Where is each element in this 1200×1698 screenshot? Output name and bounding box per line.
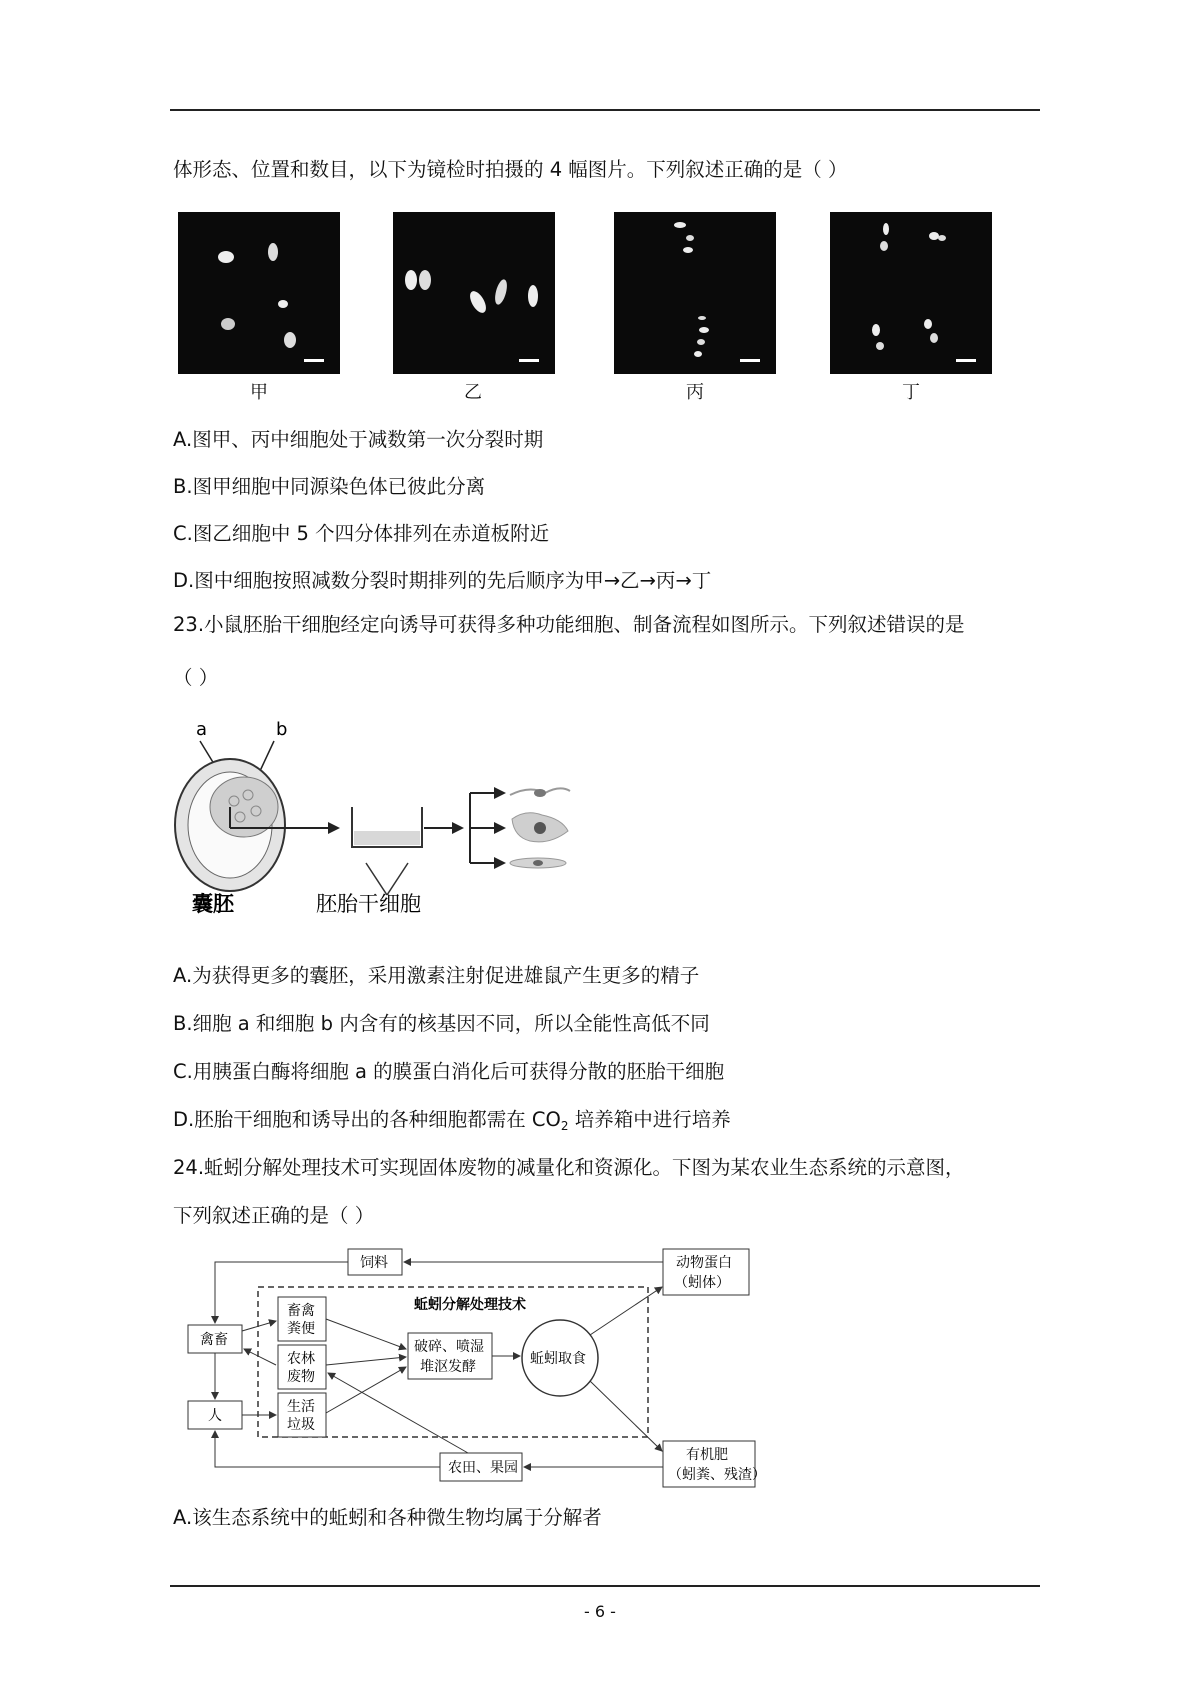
- q23-option-d: [173, 1107, 731, 1139]
- micrograph-ding: [830, 212, 992, 374]
- page-number: - 6 -: [584, 1602, 616, 1621]
- co2-subscript: 2: [560, 1119, 569, 1133]
- micrograph-jia: [178, 212, 340, 374]
- q22-option-a: A.图甲、丙中细胞处于减数第一次分裂时期: [173, 428, 544, 451]
- q23-stem-line1: 23.小鼠胚胎干细胞经定向诱导可获得多种功能细胞、制备流程如图所示。下列叙述错误的是: [173, 613, 965, 636]
- svg-text:饲料: 饲料: [360, 1255, 388, 1271]
- svg-text:农田、果园: 农田、果园: [448, 1460, 518, 1476]
- label-ding: 丁: [902, 382, 920, 403]
- q24-option-a: A.该生态系统中的蚯蚓和各种微生物均属于分解者: [173, 1506, 602, 1529]
- q23-stem-line2: （ ）: [173, 666, 219, 689]
- q23-option-b: B.细胞 a 和细胞 b 内含有的核基因不同，所以全能性高低不同: [173, 1012, 710, 1035]
- q22-stem-tail: 体形态、位置和数目，以下为镜检时拍摄的 4 幅图片。下列叙述正确的是（ ）: [173, 158, 848, 181]
- q23-option-c: C.用胰蛋白酶将细胞 a 的膜蛋白消化后可获得分散的胚胎干细胞: [173, 1060, 725, 1083]
- stem-cell-figure: [170, 715, 580, 915]
- svg-text:垃圾: 垃圾: [287, 1417, 315, 1433]
- stem-cells-label: 胚胎干细胞: [316, 892, 421, 915]
- svg-text:蚯蚓取食: 蚯蚓取食: [530, 1351, 586, 1367]
- label-yi: 乙: [464, 382, 482, 403]
- svg-text:废物: 废物: [287, 1369, 315, 1385]
- q23-option-d-post: 培养箱中进行培养: [568, 1108, 731, 1131]
- label-jia: 甲: [250, 382, 268, 403]
- q22-option-d: D.图中细胞按照减数分裂时期排列的先后顺序为甲→乙→丙→丁: [173, 569, 712, 592]
- svg-text:动物蛋白: 动物蛋白: [676, 1255, 732, 1271]
- header-rule: [170, 109, 1040, 111]
- label-a: a: [196, 719, 208, 740]
- ecosystem-diagram: [178, 1245, 778, 1495]
- svg-text:（蚓粪、残渣）: （蚓粪、残渣）: [668, 1467, 766, 1483]
- svg-text:生活: 生活: [287, 1399, 315, 1415]
- svg-text:堆沤发酵: 堆沤发酵: [420, 1359, 476, 1375]
- q22-option-c: C.图乙细胞中 5 个四分体排列在赤道板附近: [173, 522, 550, 545]
- micrograph-yi: [393, 212, 555, 374]
- svg-text:禽畜: 禽畜: [200, 1332, 228, 1348]
- label-bing: 丙: [686, 382, 704, 403]
- q23-option-a: A.为获得更多的囊胚，采用激素注射促进雄鼠产生更多的精子: [173, 964, 700, 987]
- svg-text:农林: 农林: [287, 1351, 315, 1367]
- svg-text:粪便: 粪便: [287, 1321, 315, 1337]
- footer-rule: [170, 1585, 1040, 1587]
- svg-text:畜禽: 畜禽: [287, 1303, 315, 1319]
- svg-text:有机肥: 有机肥: [686, 1447, 728, 1463]
- q24-stem-line1: 24.蚯蚓分解处理技术可实现固体废物的减量化和资源化。下图为某农业生态系统的示意图，: [173, 1156, 965, 1179]
- q24-stem-line2: 下列叙述正确的是（ ）: [173, 1204, 375, 1227]
- svg-text:人: 人: [208, 1408, 222, 1424]
- micrograph-bing: [614, 212, 776, 374]
- svg-text:破碎、喷湿: 破碎、喷湿: [414, 1339, 484, 1355]
- tech-title: 蚯蚓分解处理技术: [414, 1297, 526, 1313]
- q22-option-b: B.图甲细胞中同源染色体已彼此分离: [173, 475, 486, 498]
- blastocyst-label: 囊胚: [192, 892, 234, 915]
- label-b: b: [276, 719, 288, 740]
- q23-option-d-pre: D.胚胎干细胞和诱导出的各种细胞都需在 CO: [173, 1108, 561, 1131]
- svg-text:（蚓体）: （蚓体）: [674, 1275, 730, 1291]
